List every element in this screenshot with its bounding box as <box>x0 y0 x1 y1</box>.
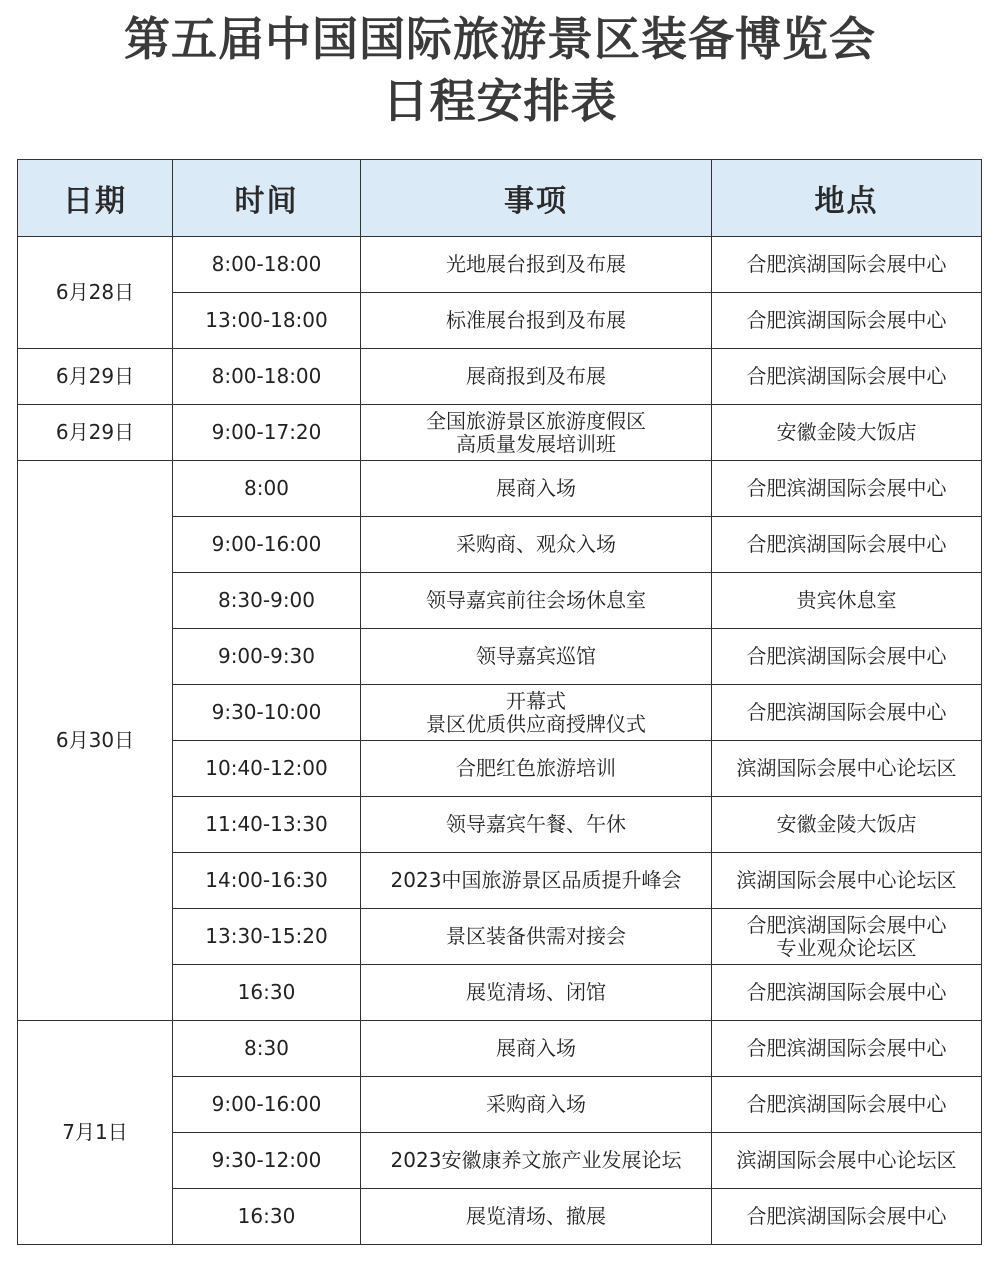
place-cell <box>712 685 982 741</box>
place-cell-line: 安徽金陵大饭店 <box>776 420 917 444</box>
time-cell: 14:00-16:30 <box>173 853 361 909</box>
place-cell <box>712 853 982 909</box>
place-cell-line: 合肥滨湖国际会展中心 <box>746 308 947 332</box>
place-cell <box>712 573 982 629</box>
item-cell-line: 全国旅游景区旅游度假区 <box>426 408 646 433</box>
place-cell <box>712 1021 982 1077</box>
place-cell-line: 滨湖国际会展中心论坛区 <box>736 1148 957 1172</box>
page-title: 第五届中国国际旅游景区装备博览会 <box>124 12 876 66</box>
item-cell <box>361 909 712 965</box>
header-time: 时间 <box>173 160 361 237</box>
place-cell <box>712 965 982 1021</box>
item-cell <box>361 1133 712 1189</box>
place-cell-line: 合肥滨湖国际会展中心 <box>746 980 947 1004</box>
time-cell: 9:00-17:20 <box>173 405 361 461</box>
date-cell: 6月29日 <box>18 349 173 405</box>
time-cell: 9:30-10:00 <box>173 685 361 741</box>
place-cell-line: 合肥滨湖国际会展中心 <box>746 476 947 500</box>
table-row <box>18 237 982 293</box>
header-place: 地点 <box>712 160 982 237</box>
place-cell-line: 合肥滨湖国际会展中心 <box>746 912 947 937</box>
item-cell-line: 开幕式 <box>506 688 566 713</box>
time-cell: 8:30 <box>173 1021 361 1077</box>
time-cell: 16:30 <box>173 1189 361 1245</box>
item-cell-line: 合肥红色旅游培训 <box>456 756 616 780</box>
item-cell-line: 展商报到及布展 <box>466 364 606 388</box>
table-row <box>18 405 982 461</box>
date-cell: 6月30日 <box>18 461 173 1021</box>
item-cell-line: 景区优质供应商授牌仪式 <box>426 711 646 736</box>
place-cell-line: 合肥滨湖国际会展中心 <box>746 1204 947 1228</box>
place-cell <box>712 741 982 797</box>
table-row <box>18 349 982 405</box>
date-cell: 7月1日 <box>18 1021 173 1245</box>
header-item: 事项 <box>361 160 712 237</box>
time-cell: 8:00-18:00 <box>173 349 361 405</box>
item-cell-line: 领导嘉宾前往会场休息室 <box>426 588 646 612</box>
table-row <box>18 1021 982 1077</box>
item-cell <box>361 293 712 349</box>
item-cell-line: 2023安徽康养文旅产业发展论坛 <box>390 1148 682 1172</box>
place-cell-line: 合肥滨湖国际会展中心 <box>746 532 947 556</box>
item-cell-line: 2023中国旅游景区品质提升峰会 <box>390 868 682 892</box>
item-cell <box>361 629 712 685</box>
place-cell <box>712 349 982 405</box>
place-cell-line: 滨湖国际会展中心论坛区 <box>736 756 957 780</box>
item-cell <box>361 741 712 797</box>
date-cell: 6月28日 <box>18 237 173 349</box>
place-cell <box>712 629 982 685</box>
time-cell: 9:30-12:00 <box>173 1133 361 1189</box>
item-cell-line: 景区装备供需对接会 <box>446 924 626 948</box>
item-cell-line: 采购商入场 <box>486 1092 586 1116</box>
item-cell-line: 展览清场、闭馆 <box>466 980 606 1004</box>
place-cell-line: 安徽金陵大饭店 <box>776 812 917 836</box>
page-subtitle: 日程安排表 <box>382 74 618 128</box>
time-cell: 13:30-15:20 <box>173 909 361 965</box>
table-body <box>18 237 982 1245</box>
place-cell <box>712 1189 982 1245</box>
time-cell: 8:30-9:00 <box>173 573 361 629</box>
time-cell: 9:00-9:30 <box>173 629 361 685</box>
date-cell: 6月29日 <box>18 405 173 461</box>
place-cell <box>712 461 982 517</box>
item-cell-line: 展览清场、撤展 <box>466 1204 606 1228</box>
time-cell: 8:00-18:00 <box>173 237 361 293</box>
item-cell <box>361 685 712 741</box>
item-cell <box>361 797 712 853</box>
item-cell <box>361 1189 712 1245</box>
place-cell-line: 合肥滨湖国际会展中心 <box>746 1036 947 1060</box>
item-cell <box>361 573 712 629</box>
item-cell-line: 采购商、观众入场 <box>456 532 616 556</box>
time-cell: 10:40-12:00 <box>173 741 361 797</box>
item-cell <box>361 349 712 405</box>
place-cell-line: 合肥滨湖国际会展中心 <box>746 1092 947 1116</box>
item-cell <box>361 853 712 909</box>
place-cell <box>712 1077 982 1133</box>
time-cell: 13:00-18:00 <box>173 293 361 349</box>
place-cell-line: 贵宾休息室 <box>796 588 897 612</box>
item-cell-line: 高质量发展培训班 <box>456 431 616 456</box>
schedule-table <box>17 159 982 1245</box>
item-cell <box>361 1077 712 1133</box>
item-cell-line: 标准展台报到及布展 <box>446 308 626 332</box>
item-cell-line: 光地展台报到及布展 <box>446 252 626 276</box>
item-cell <box>361 1021 712 1077</box>
header-date: 日期 <box>18 160 173 237</box>
place-cell-line: 合肥滨湖国际会展中心 <box>746 644 947 668</box>
table-header-row <box>18 160 982 237</box>
place-cell-line: 合肥滨湖国际会展中心 <box>746 700 947 724</box>
item-cell <box>361 517 712 573</box>
time-cell: 8:00 <box>173 461 361 517</box>
place-cell <box>712 1133 982 1189</box>
item-cell <box>361 965 712 1021</box>
place-cell <box>712 517 982 573</box>
time-cell: 16:30 <box>173 965 361 1021</box>
time-cell: 9:00-16:00 <box>173 1077 361 1133</box>
item-cell-line: 领导嘉宾午餐、午休 <box>446 812 626 836</box>
place-cell-line: 合肥滨湖国际会展中心 <box>746 252 947 276</box>
item-cell-line: 展商入场 <box>496 476 576 500</box>
item-cell <box>361 405 712 461</box>
place-cell-line: 滨湖国际会展中心论坛区 <box>736 868 957 892</box>
time-cell: 9:00-16:00 <box>173 517 361 573</box>
place-cell <box>712 405 982 461</box>
place-cell <box>712 909 982 965</box>
item-cell-line: 展商入场 <box>496 1036 576 1060</box>
item-cell-line: 领导嘉宾巡馆 <box>476 644 596 668</box>
place-cell-line: 合肥滨湖国际会展中心 <box>746 364 947 388</box>
place-cell <box>712 237 982 293</box>
table-row <box>18 461 982 517</box>
place-cell <box>712 293 982 349</box>
place-cell-line: 专业观众论坛区 <box>776 935 917 960</box>
item-cell <box>361 237 712 293</box>
place-cell <box>712 797 982 853</box>
time-cell: 11:40-13:30 <box>173 797 361 853</box>
item-cell <box>361 461 712 517</box>
